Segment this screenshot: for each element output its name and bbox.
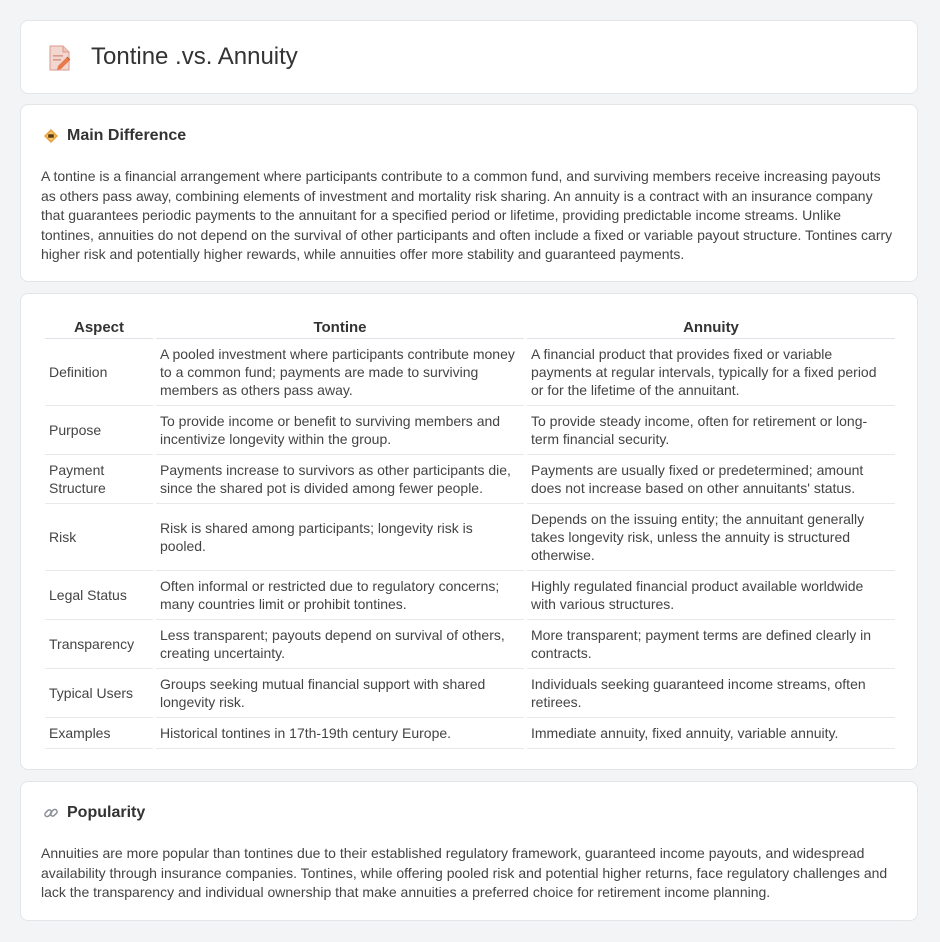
- page-title: Tontine .vs. Annuity: [91, 43, 298, 70]
- table-row: [45, 669, 895, 718]
- row-aspect: Transparency: [45, 620, 153, 669]
- row-aspect: Risk: [45, 504, 153, 571]
- row-tontine: A pooled investment where participants contribute money to a common fund; payments are made to surviving members as others pass away.: [156, 339, 524, 406]
- table-row: [45, 620, 895, 669]
- main-difference-card: [20, 104, 918, 282]
- row-tontine: Payments increase to survivors as other participants die, since the shared pot is divided among fewer people.: [156, 455, 524, 504]
- row-annuity: More transparent; payment terms are defined clearly in contracts.: [527, 620, 895, 669]
- row-tontine: Often informal or restricted due to regulatory concerns; many countries limit or prohibit tontines.: [156, 571, 524, 620]
- table-header-row: [45, 316, 895, 339]
- row-annuity: Highly regulated financial product available worldwide with various structures.: [527, 571, 895, 620]
- popularity-heading: Popularity: [67, 804, 146, 821]
- table-row: [45, 406, 895, 455]
- table-row: [45, 571, 895, 620]
- row-annuity: Payments are usually fixed or predetermined; amount does not increase based on other annuitants' status.: [527, 455, 895, 504]
- row-annuity: Depends on the issuing entity; the annuitant generally takes longevity risk, unless the annuity is structured otherwise.: [527, 504, 895, 571]
- comparison-card: [20, 293, 918, 770]
- table-row: [45, 718, 895, 749]
- popularity-text: Annuities are more popular than tontines due to their established regulatory framework, guaranteed income payouts, and widespread availability through insurance companies. Tontines, while offering pooled risk and potential higher returns, face regulatory challenges and lack the transparency and individual ownership that make annuities a preferred choice for retirement income planning.: [41, 845, 888, 901]
- main-difference-header: [43, 127, 186, 145]
- row-annuity: Immediate annuity, fixed annuity, variable annuity.: [527, 718, 895, 749]
- row-tontine: Groups seeking mutual financial support with shared longevity risk.: [156, 669, 524, 718]
- row-annuity: A financial product that provides fixed or variable payments at regular intervals, typically for a fixed period or for the lifetime of the annuitant.: [527, 339, 895, 406]
- header-aspect: Aspect: [45, 316, 153, 339]
- row-annuity: Individuals seeking guaranteed income streams, often retirees.: [527, 669, 895, 718]
- row-tontine: Historical tontines in 17th-19th century Europe.: [156, 718, 524, 749]
- comparison-table: [42, 316, 898, 749]
- row-aspect: Payment Structure: [45, 455, 153, 504]
- popularity-header: [43, 804, 145, 822]
- row-tontine: To provide income or benefit to surviving members and incentivize longevity within the group.: [156, 406, 524, 455]
- row-aspect: Typical Users: [45, 669, 153, 718]
- link-icon: [43, 805, 59, 821]
- header-annuity: Annuity: [527, 316, 895, 339]
- row-tontine: Less transparent; payouts depend on survival of others, creating uncertainty.: [156, 620, 524, 669]
- row-aspect: Legal Status: [45, 571, 153, 620]
- row-tontine: Risk is shared among participants; longevity risk is pooled.: [156, 504, 524, 571]
- diamond-warning-icon: [43, 128, 59, 144]
- row-aspect: Purpose: [45, 406, 153, 455]
- popularity-card: [20, 781, 918, 921]
- header-tontine: Tontine: [156, 316, 524, 339]
- main-difference-text: A tontine is a financial arrangement where participants contribute to a common fund, and surviving members receive increasing payouts as others pass away, combining elements of investment and mortality risk sharing. An annuity is a contract with an insurance company that guarantees periodic payments to the annuitant for a specified period or lifetime, providing predictable income streams. Unlike tontines, annuities do not depend on the survival of other participants and often include a fixed or variable payout structure. Tontines carry higher risk and potentially higher rewards, while annuities offer more stability and guaranteed payments.: [41, 168, 893, 263]
- row-aspect: Definition: [45, 339, 153, 406]
- row-annuity: To provide steady income, often for retirement or long-term financial security.: [527, 406, 895, 455]
- row-aspect: Examples: [45, 718, 153, 749]
- main-difference-heading: Main Difference: [67, 127, 187, 144]
- table-row: [45, 504, 895, 571]
- table-row: [45, 339, 895, 406]
- document-edit-icon: [47, 44, 73, 72]
- table-row: [45, 455, 895, 504]
- title-card: [20, 20, 918, 94]
